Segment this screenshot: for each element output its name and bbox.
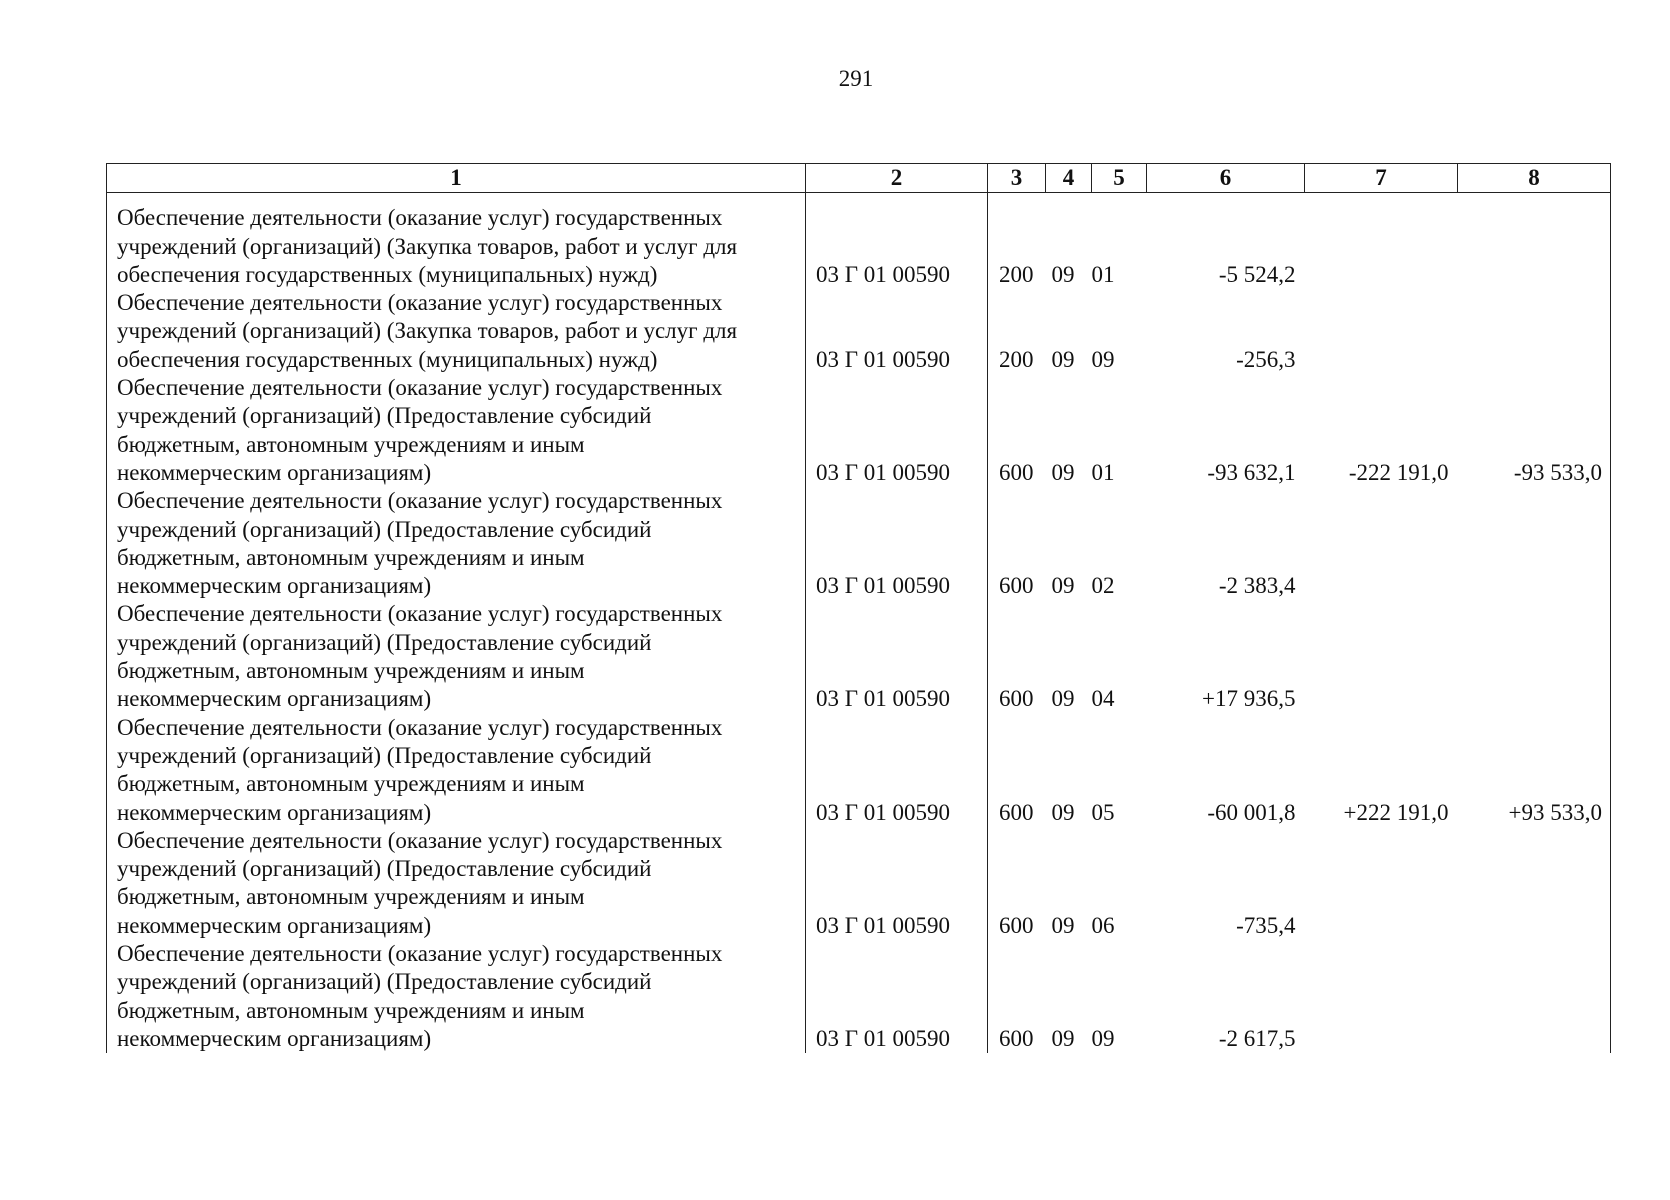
row-description [107,940,806,1053]
column-header-4: 4 [1046,164,1092,193]
amount-col-6: +17 936,5 [1202,686,1296,712]
section-code: 09 [1051,912,1075,938]
subsection-code: 09 [1091,1025,1115,1051]
section-code: 09 [1051,261,1075,287]
amount-col-6: -60 001,8 [1207,799,1296,825]
target-article-code: 03 Г 01 00590 [806,600,988,713]
row-description [107,827,806,940]
target-article-code: 03 Г 01 00590 [806,289,988,374]
subsection-code: 05 [1091,799,1115,825]
table-row [107,193,1611,289]
amount-col-8 [1458,600,1611,713]
description-line: учреждений (организаций) (Предоставление субсидий [117,403,652,429]
description-line: Обеспечение деятельности (оказание услуг) государственных [117,488,723,514]
description-line: бюджетным, автономным учреждениям и иным [117,997,585,1023]
column-header-6: 6 [1147,164,1305,193]
table-row [107,289,1611,374]
table-row [107,827,1611,940]
description-line: некоммерческим организациям) [117,912,432,938]
target-article-code: 03 Г 01 00590 [806,714,988,827]
amount-col-8 [1458,827,1611,940]
amount-col-8 [1458,940,1611,1053]
description-line: некоммерческим организациям) [117,686,432,712]
section-code: 09 [1051,573,1075,599]
row-description [107,289,806,374]
expense-type: 200 [999,346,1034,372]
expense-type: 600 [999,459,1034,485]
amount-col-6: -2 617,5 [1218,1025,1296,1051]
amount-col-7 [1305,289,1458,374]
description-line: обеспечения государственных (муниципальных) нужд) [117,261,658,287]
target-article-code: 03 Г 01 00590 [806,487,988,600]
description-line: учреждений (организаций) (Предоставление субсидий [117,629,652,655]
description-line: бюджетным, автономным учреждениям и иным [117,544,585,570]
expense-type: 600 [999,573,1034,599]
target-article-code: 03 Г 01 00590 [806,374,988,487]
column-header-2: 2 [806,164,988,193]
description-line: учреждений (организаций) (Предоставление субсидий [117,856,652,882]
amount-col-7 [1305,487,1458,600]
amount-col-7: +222 191,0 [1343,799,1449,825]
table-row [107,487,1611,600]
expense-type: 600 [999,799,1034,825]
amount-col-6: -256,3 [1236,346,1296,372]
description-line: Обеспечение деятельности (оказание услуг) государственных [117,941,723,967]
table-row [107,714,1611,827]
amount-col-7 [1305,193,1458,289]
target-article-code: 03 Г 01 00590 [806,193,988,289]
description-line: учреждений (организаций) (Закупка товаров, работ и услуг для [117,318,738,344]
amount-col-7 [1305,600,1458,713]
description-line: бюджетным, автономным учреждениям и иным [117,884,585,910]
amount-col-6: -735,4 [1236,912,1296,938]
header-row [107,164,1611,193]
amount-col-7: -222 191,0 [1348,459,1449,485]
amount-col-8 [1458,487,1611,600]
column-header-8: 8 [1458,164,1611,193]
description-line: обеспечения государственных (муниципальных) нужд) [117,346,658,372]
description-line: учреждений (организаций) (Предоставление субсидий [117,969,652,995]
column-header-5: 5 [1092,164,1147,193]
description-line: Обеспечение деятельности (оказание услуг) государственных [117,375,723,401]
description-line: Обеспечение деятельности (оказание услуг) государственных [117,714,723,740]
amount-col-8: -93 533,0 [1458,374,1611,487]
description-line: некоммерческим организациям) [117,799,432,825]
target-article-code: 03 Г 01 00590 [806,827,988,940]
subsection-code: 09 [1091,346,1115,372]
description-line: Обеспечение деятельности (оказание услуг) государственных [117,601,723,627]
column-header-7: 7 [1305,164,1458,193]
description-line: некоммерческим организациям) [117,1025,432,1051]
amount-col-8: +93 533,0 [1458,714,1611,827]
row-description [107,193,806,289]
description-line: бюджетным, автономным учреждениям и иным [117,658,585,684]
table-row [107,940,1611,1053]
amount-col-7 [1305,940,1458,1053]
subsection-code: 06 [1091,912,1115,938]
budget-table [106,163,1611,1053]
subsection-code: 01 [1091,261,1115,287]
row-description [107,714,806,827]
table-header [107,164,1611,193]
description-line: бюджетным, автономным учреждениям и иным [117,771,585,797]
column-header-3: 3 [988,164,1046,193]
description-line: Обеспечение деятельности (оказание услуг) государственных [117,205,723,231]
amount-col-6: -2 383,4 [1218,573,1296,599]
description-line: Обеспечение деятельности (оказание услуг) государственных [117,827,723,853]
amount-col-8 [1458,289,1611,374]
description-line: учреждений (организаций) (Предоставление субсидий [117,742,652,768]
description-line: Обеспечение деятельности (оказание услуг) государственных [117,290,723,316]
description-line: бюджетным, автономным учреждениям и иным [117,431,585,457]
column-header-1: 1 [107,164,806,193]
page-number: 291 [838,66,874,91]
amount-col-6: -5 524,2 [1218,261,1296,287]
table-row [107,600,1611,713]
section-code: 09 [1051,1025,1075,1051]
expense-type: 200 [999,261,1034,287]
table-body [107,193,1611,1053]
section-code: 09 [1051,686,1075,712]
expense-type: 600 [999,1025,1034,1051]
section-code: 09 [1051,799,1075,825]
row-description [107,487,806,600]
target-article-code: 03 Г 01 00590 [806,940,988,1053]
description-line: некоммерческим организациям) [117,573,432,599]
subsection-code: 04 [1091,686,1115,712]
row-description [107,600,806,713]
subsection-code: 02 [1091,573,1115,599]
description-line: учреждений (организаций) (Закупка товаров, работ и услуг для [117,233,738,259]
section-code: 09 [1051,346,1075,372]
subsection-code: 01 [1091,459,1115,485]
description-line: некоммерческим организациям) [117,459,432,485]
row-description [107,374,806,487]
description-line: учреждений (организаций) (Предоставление субсидий [117,516,652,542]
expense-type: 600 [999,686,1034,712]
amount-col-8 [1458,193,1611,289]
amount-col-6: -93 632,1 [1207,459,1296,485]
table-row [107,374,1611,487]
section-code: 09 [1051,459,1075,485]
amount-col-7 [1305,827,1458,940]
expense-type: 600 [999,912,1034,938]
